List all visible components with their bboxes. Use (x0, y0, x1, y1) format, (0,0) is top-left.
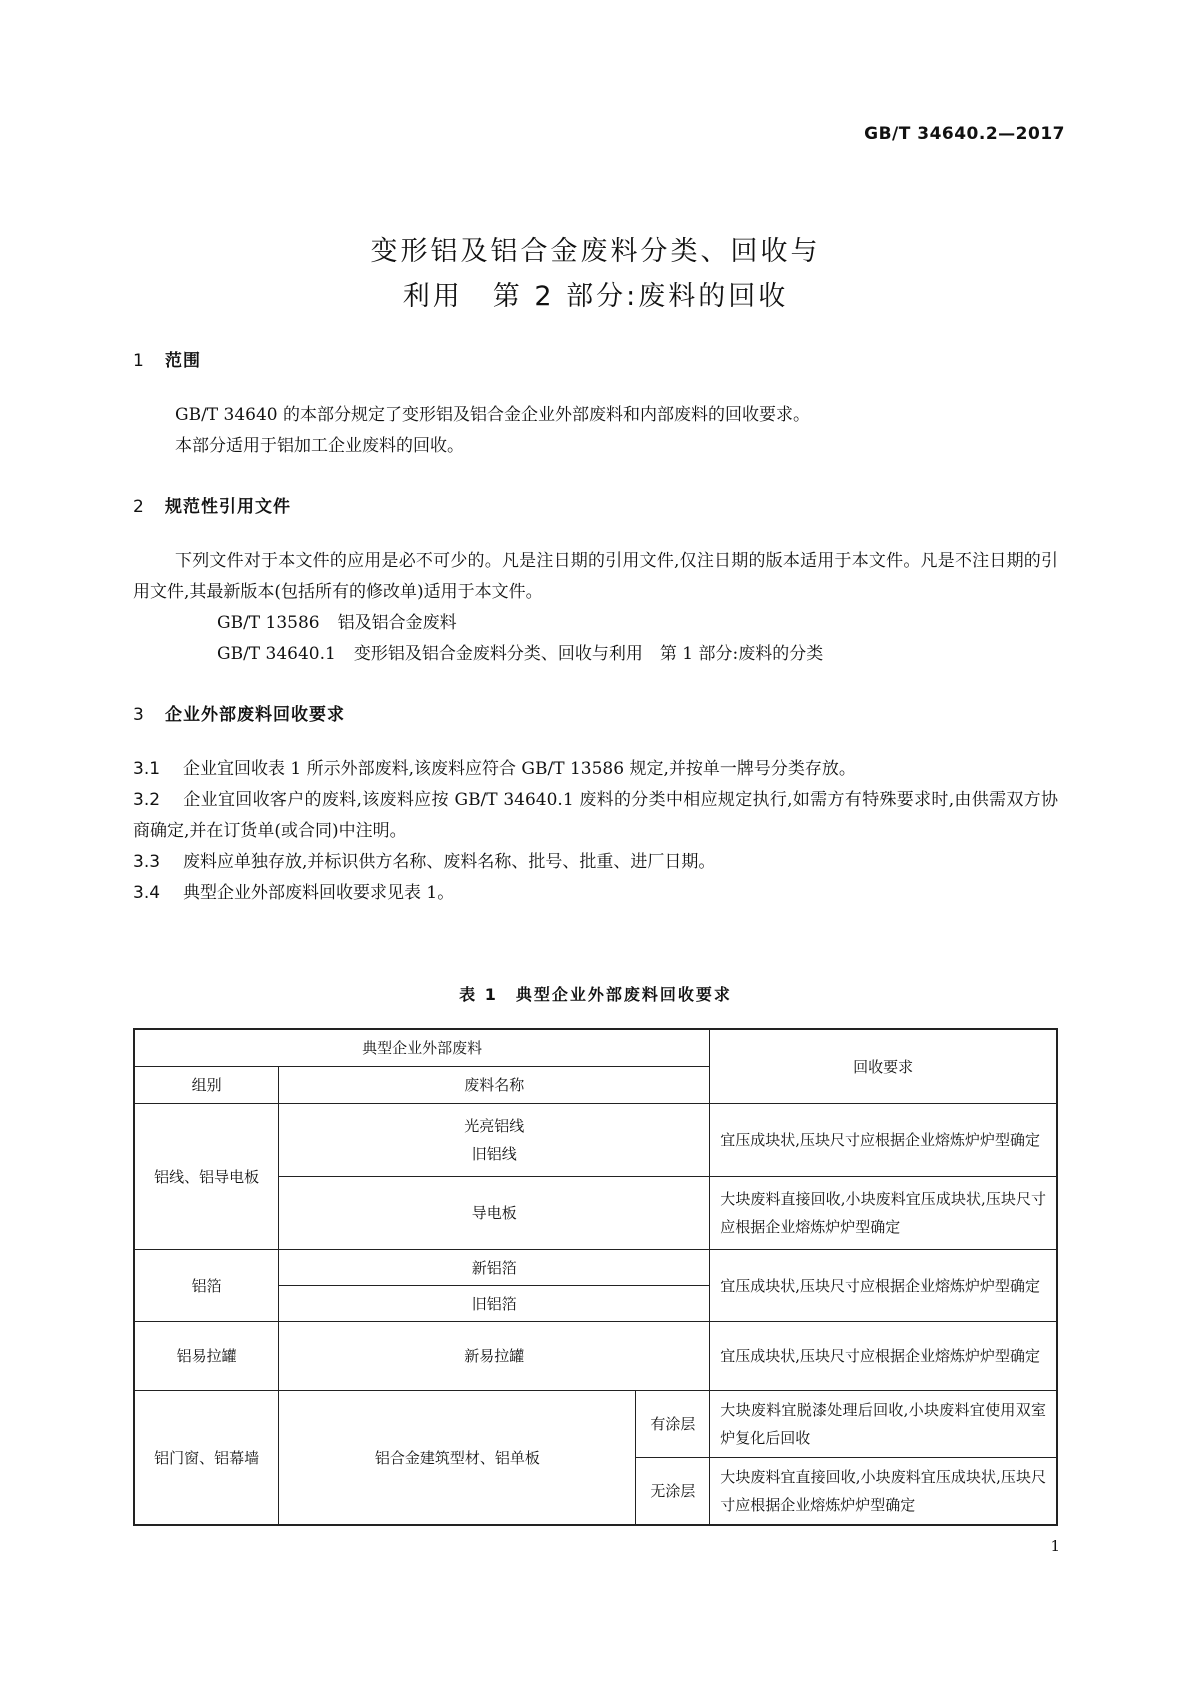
group-cell: 铝箔 (134, 1250, 279, 1322)
waste-name-cell: 导电板 (279, 1177, 710, 1250)
clause-text: 企业宜回收表 1 所示外部废料,该废料应符合 GB/T 13586 规定,并按单一牌号分类存放。 (183, 759, 856, 779)
waste-name: 旧铝线 (471, 1145, 517, 1163)
coating-cell: 无涂层 (636, 1458, 710, 1526)
waste-name-cell (279, 1104, 710, 1177)
reference-title: 变形铝及铝合金废料分类、回收与利用 第 1 部分:废料的分类 (353, 644, 824, 664)
coating-cell: 有涂层 (636, 1391, 710, 1458)
table-row (134, 1322, 1057, 1391)
clause-text: 典型企业外部废料回收要求见表 1。 (183, 883, 455, 903)
requirement-cell: 大块废料宜脱漆处理后回收,小块废料宜使用双室炉复化后回收 (710, 1391, 1057, 1458)
table-row (134, 1104, 1057, 1177)
normative-reference (133, 639, 1058, 670)
normative-reference (133, 608, 1058, 639)
clause-3-4 (133, 878, 1058, 909)
table-header-row (134, 1029, 1057, 1067)
section-3-heading (133, 700, 345, 725)
page-number: 1 (1050, 1537, 1060, 1555)
clause-text: 废料应单独存放,并标识供方名称、废料名称、批号、批重、进厂日期。 (183, 852, 716, 872)
header-waste-name: 废料名称 (279, 1067, 710, 1104)
section-1-heading (133, 346, 201, 371)
section-number: 2 (133, 497, 145, 517)
document-title-line-2: 利用 第 2 部分:废料的回收 (402, 281, 789, 312)
section-number: 3 (133, 705, 145, 725)
header-external-waste: 典型企业外部废料 (134, 1029, 710, 1067)
section-1-paragraph-2: 本部分适用于铝加工企业废料的回收。 (175, 436, 464, 456)
header-recovery-requirement: 回收要求 (710, 1029, 1057, 1104)
clause-number: 3.3 (133, 852, 161, 872)
waste-name-cell: 旧铝箔 (279, 1286, 710, 1322)
clause-text: 企业宜回收客户的废料,该废料应按 GB/T 34640.1 废料的分类中相应规定执行,如需方有特殊要求时,由供需双方协商确定,并在订货单(或合同)中注明。 (133, 790, 1058, 841)
section-title: 企业外部废料回收要求 (165, 705, 345, 725)
requirement-cell: 宜压成块状,压块尺寸应根据企业熔炼炉炉型确定 (710, 1104, 1057, 1177)
section-2-heading (133, 492, 291, 517)
requirement-cell: 宜压成块状,压块尺寸应根据企业熔炼炉炉型确定 (710, 1322, 1057, 1391)
section-1-paragraph-1: GB/T 34640 的本部分规定了变形铝及铝合金企业外部废料和内部废料的回收要求。 (175, 405, 811, 425)
recovery-requirements-table (133, 1028, 1058, 1526)
waste-name-cell: 新易拉罐 (279, 1322, 710, 1391)
reference-title: 铝及铝合金废料 (337, 613, 457, 633)
table-row (134, 1391, 1057, 1458)
clause-3-3 (133, 847, 1058, 878)
group-cell: 铝易拉罐 (134, 1322, 279, 1391)
section-number: 1 (133, 351, 145, 371)
clause-3-2 (133, 785, 1058, 847)
requirement-cell: 大块废料直接回收,小块废料宜压成块状,压块尺寸应根据企业熔炼炉炉型确定 (710, 1177, 1057, 1250)
header-group: 组别 (134, 1067, 279, 1104)
requirement-cell: 宜压成块状,压块尺寸应根据企业熔炼炉炉型确定 (710, 1250, 1057, 1322)
clause-number: 3.4 (133, 883, 161, 903)
group-cell: 铝门窗、铝幕墙 (134, 1391, 279, 1526)
section-title: 范围 (165, 351, 201, 371)
section-2-intro: 下列文件对于本文件的应用是必不可少的。凡是注日期的引用文件,仅注日期的版本适用于本文件。凡是不注日期的引用文件,其最新版本(包括所有的修改单)适用于本文件。 (133, 551, 1058, 602)
requirement-cell: 大块废料宜直接回收,小块废料宜压成块状,压块尺寸应根据企业熔炼炉炉型确定 (710, 1458, 1057, 1526)
clause-number: 3.1 (133, 759, 161, 779)
group-cell: 铝线、铝导电板 (134, 1104, 279, 1250)
table-caption: 表 1 典型企业外部废料回收要求 (459, 985, 732, 1004)
clause-3-1 (133, 754, 1058, 785)
section-title: 规范性引用文件 (165, 497, 291, 517)
clause-number: 3.2 (133, 790, 161, 810)
standard-number: GB/T 34640.2—2017 (864, 124, 1065, 144)
document-title-line-1: 变形铝及铝合金废料分类、回收与 (370, 236, 821, 267)
waste-name-cell: 新铝箔 (279, 1250, 710, 1286)
reference-code: GB/T 13586 (217, 613, 320, 633)
table-row (134, 1250, 1057, 1286)
waste-name-cell: 铝合金建筑型材、铝单板 (279, 1391, 636, 1526)
waste-name: 光亮铝线 (464, 1117, 525, 1135)
reference-code: GB/T 34640.1 (217, 644, 336, 664)
